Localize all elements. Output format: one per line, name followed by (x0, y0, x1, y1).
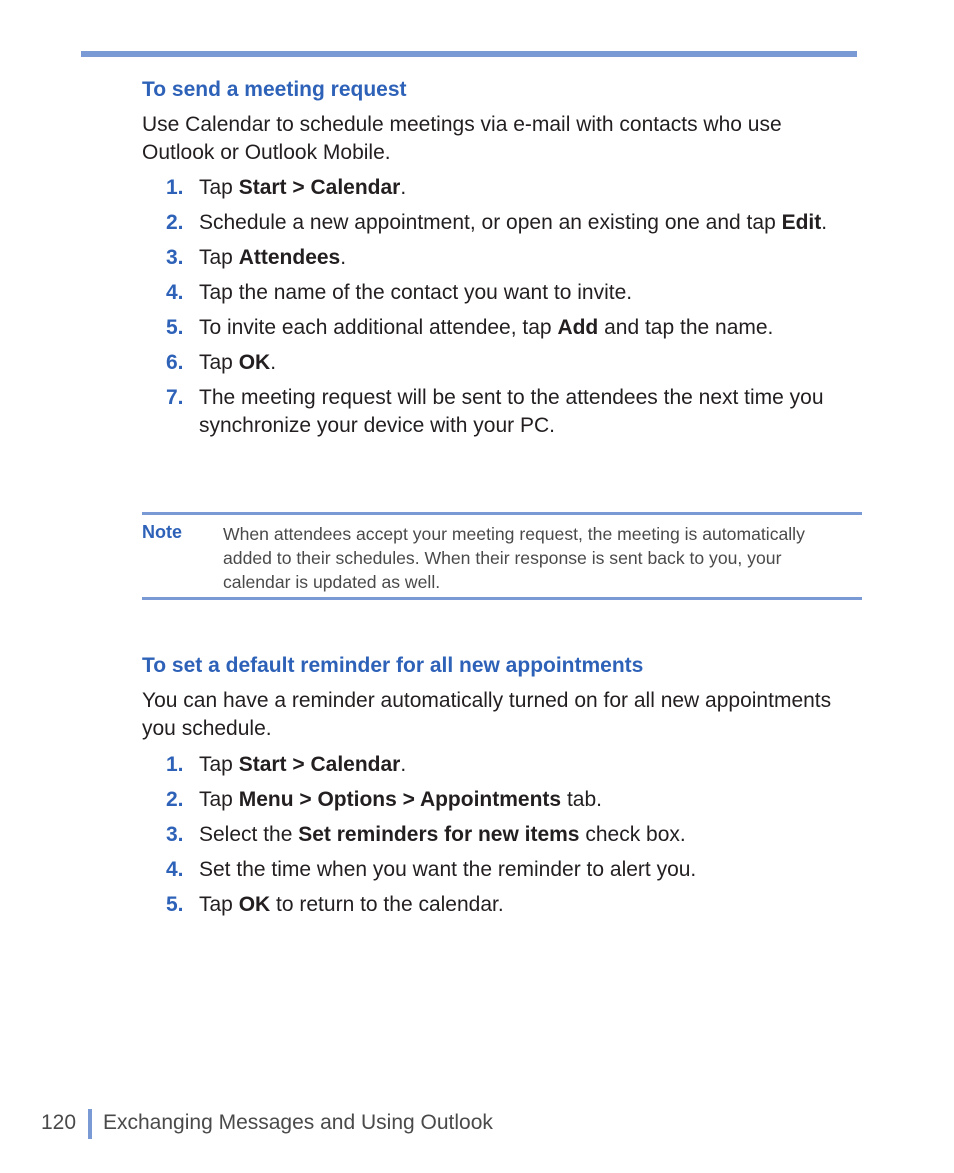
step-ui-term: Start > Calendar (238, 753, 401, 776)
step-text: Tap the name of the contact you want to invite. (199, 281, 633, 304)
step-text: to return to the calendar. (270, 893, 504, 916)
step-item (142, 244, 852, 272)
step-number: 7. (166, 386, 184, 409)
step-text: Schedule a new appointment, or open an existing one and tap (199, 211, 782, 234)
step-item (142, 891, 852, 919)
step-text: . (270, 351, 277, 374)
step-text: . (340, 246, 347, 269)
step-item (142, 174, 852, 202)
step-item (142, 349, 852, 377)
step-number: 4. (166, 858, 184, 881)
footer-divider (88, 1109, 92, 1139)
steps-list-default-reminder (142, 751, 852, 926)
step-ui-term: Set reminders for new items (298, 823, 580, 846)
step-number: 3. (166, 246, 184, 269)
note-label: Note (142, 522, 182, 542)
step-text: and tap the name. (598, 316, 774, 339)
section-heading-meeting-request: To send a meeting request (142, 78, 407, 101)
step-number: 5. (166, 893, 184, 916)
step-item (142, 384, 852, 440)
note-box (142, 512, 862, 600)
step-item (142, 856, 852, 884)
step-text: tab. (561, 788, 602, 811)
step-item (142, 314, 852, 342)
step-number: 5. (166, 316, 184, 339)
step-text: Tap (199, 753, 239, 776)
step-text: Tap (199, 893, 239, 916)
step-text: . (400, 753, 407, 776)
section-intro-default-reminder: You can have a reminder automatically turned on for all new appointments you schedule. (142, 689, 832, 740)
step-number: 2. (166, 788, 184, 811)
step-text: Tap (199, 176, 239, 199)
step-ui-term: OK (238, 351, 271, 374)
step-item (142, 821, 852, 849)
step-item (142, 279, 852, 307)
section-intro-meeting-request: Use Calendar to schedule meetings via e-mail with contacts who use Outlook or Outlook Mobile. (142, 113, 782, 164)
step-ui-term: Start > Calendar (238, 176, 401, 199)
top-rule (81, 51, 857, 57)
step-text: Tap (199, 351, 239, 374)
step-ui-term: Add (557, 316, 599, 339)
step-text: check box. (579, 823, 686, 846)
step-number: 2. (166, 211, 184, 234)
step-number: 6. (166, 351, 184, 374)
steps-list-meeting-request (142, 174, 852, 447)
note-text: When attendees accept your meeting request, the meeting is automatically added to their schedules. When their response is sent back to you, your calendar is updated as well. (223, 524, 805, 592)
step-text: Tap (199, 246, 239, 269)
step-number: 4. (166, 281, 184, 304)
step-item (142, 209, 852, 237)
step-text: . (821, 211, 828, 234)
step-item (142, 751, 852, 779)
step-ui-term: Menu > Options > Appointments (238, 788, 562, 811)
step-text: Select the (199, 823, 299, 846)
step-text: Tap (199, 788, 239, 811)
chapter-title: Exchanging Messages and Using Outlook (103, 1111, 493, 1134)
step-number: 3. (166, 823, 184, 846)
section-heading-default-reminder: To set a default reminder for all new appointments (142, 654, 644, 677)
step-text: Set the time when you want the reminder to alert you. (199, 858, 697, 881)
step-item (142, 786, 852, 814)
step-number: 1. (166, 176, 184, 199)
step-text: . (400, 176, 407, 199)
page-number: 120 (41, 1111, 77, 1134)
step-ui-term: Attendees (238, 246, 341, 269)
step-text: The meeting request will be sent to the attendees the next time you synchronize your device with your PC. (199, 386, 824, 437)
step-ui-term: OK (238, 893, 271, 916)
step-ui-term: Edit (781, 211, 822, 234)
step-text: To invite each additional attendee, tap (199, 316, 558, 339)
step-number: 1. (166, 753, 184, 776)
